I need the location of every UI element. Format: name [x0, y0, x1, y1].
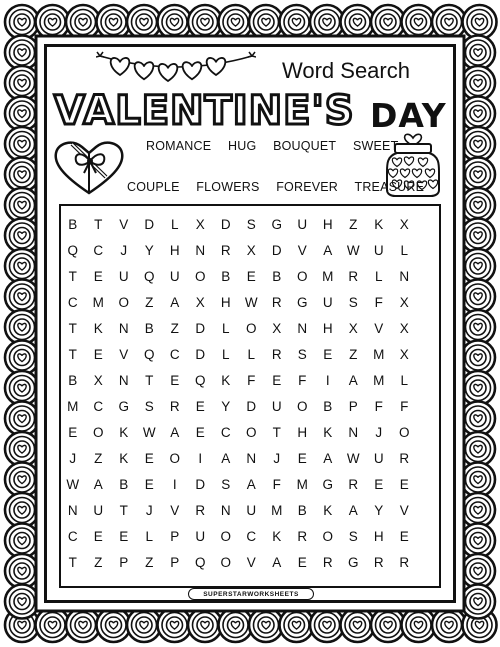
grid-letter[interactable]: E — [144, 451, 154, 466]
grid-letter[interactable]: A — [323, 243, 333, 258]
grid-letter[interactable]: L — [145, 529, 153, 544]
grid-letter[interactable]: R — [271, 347, 282, 362]
grid-letter[interactable]: Z — [349, 347, 358, 362]
grid-letter[interactable]: G — [322, 477, 333, 492]
grid-letter[interactable]: E — [195, 425, 205, 440]
grid-letter[interactable]: O — [194, 269, 206, 284]
grid-letter[interactable]: J — [145, 503, 153, 518]
grid-letter[interactable]: Z — [145, 295, 154, 310]
grid-letter[interactable]: D — [195, 477, 206, 492]
grid-letter[interactable]: G — [347, 555, 359, 570]
grid-letter[interactable]: W — [346, 451, 360, 466]
grid-letter[interactable]: O — [245, 321, 257, 336]
grid-letter[interactable]: R — [399, 451, 410, 466]
grid-letter[interactable]: V — [374, 321, 384, 336]
grid-letter[interactable]: E — [297, 555, 307, 570]
grid-letter[interactable]: B — [221, 269, 231, 284]
grid-letter[interactable]: U — [118, 269, 129, 284]
grid-row — [60, 238, 440, 264]
heart-garland-icon — [96, 48, 256, 88]
grid-letter[interactable]: T — [68, 321, 77, 336]
grid-row — [60, 498, 440, 524]
grid-letter[interactable]: Y — [221, 399, 231, 414]
grid-letter[interactable]: E — [297, 451, 307, 466]
grid-row — [60, 212, 440, 238]
grid-letter[interactable]: A — [323, 451, 333, 466]
grid-letter[interactable]: X — [93, 373, 103, 388]
grid-row — [60, 342, 440, 368]
grid-letter[interactable]: L — [247, 347, 255, 362]
word-item: ROMANCE — [146, 139, 212, 153]
grid-letter[interactable]: A — [93, 477, 103, 492]
grid-letter[interactable]: K — [119, 425, 129, 440]
grid-letter[interactable]: V — [399, 503, 409, 518]
grid-letter[interactable]: T — [119, 503, 128, 518]
grid-letter[interactable]: O — [245, 425, 257, 440]
grid-letter[interactable]: C — [67, 295, 78, 310]
grid-letter[interactable]: E — [93, 269, 103, 284]
grid-letter[interactable]: L — [221, 321, 230, 336]
grid-letter[interactable]: B — [68, 373, 78, 388]
grid-letter[interactable]: G — [271, 217, 282, 232]
grid-letter[interactable]: K — [323, 425, 333, 440]
grid-letter[interactable]: M — [296, 477, 308, 492]
grid-letter[interactable]: Q — [194, 373, 206, 388]
grid-row — [60, 420, 440, 446]
grid-row — [60, 550, 440, 576]
grid-letter[interactable]: H — [169, 243, 180, 258]
grid-letter[interactable]: U — [373, 243, 384, 258]
grid-letter[interactable]: Q — [67, 243, 78, 258]
grid-letter[interactable]: X — [399, 347, 409, 362]
grid-letter[interactable]: X — [348, 321, 358, 336]
grid-letter[interactable]: W — [142, 425, 156, 440]
grid-letter[interactable]: E — [68, 425, 78, 440]
grid-letter[interactable]: R — [399, 555, 410, 570]
grid-letter[interactable]: A — [170, 425, 180, 440]
grid-letter[interactable]: O — [296, 269, 308, 284]
grid-letter[interactable]: Q — [143, 347, 155, 362]
grid-letter[interactable]: O — [118, 295, 129, 310]
grid-letter[interactable]: M — [67, 399, 79, 414]
grid-letter[interactable]: A — [348, 503, 358, 518]
grid-letter[interactable]: H — [373, 529, 384, 544]
grid-letter[interactable]: U — [246, 503, 257, 518]
grid-letter[interactable]: F — [298, 373, 307, 388]
grid-letter[interactable]: O — [92, 425, 104, 440]
grid-letter[interactable]: G — [118, 399, 129, 414]
grid-letter[interactable]: C — [246, 529, 257, 544]
grid-letter[interactable]: N — [118, 321, 129, 336]
grid-letter[interactable]: F — [272, 477, 281, 492]
grid-letter[interactable]: T — [94, 217, 103, 232]
grid-letter[interactable]: D — [246, 399, 257, 414]
grid-letter[interactable]: V — [119, 347, 129, 362]
word-search-grid — [60, 212, 440, 576]
grid-letter[interactable]: R — [220, 243, 231, 258]
grid-letter[interactable]: N — [348, 425, 359, 440]
grid-letter[interactable]: M — [271, 503, 283, 518]
grid-letter[interactable]: K — [93, 321, 103, 336]
grid-letter[interactable]: E — [374, 477, 384, 492]
grid-letter[interactable]: E — [144, 477, 154, 492]
grid-letter[interactable]: E — [93, 529, 103, 544]
grid-letter[interactable]: A — [170, 295, 180, 310]
grid-letter[interactable]: U — [373, 451, 384, 466]
grid-letter[interactable]: Z — [94, 451, 103, 466]
grid-letter[interactable]: H — [322, 321, 333, 336]
grid-letter[interactable]: S — [246, 217, 256, 232]
grid-letter[interactable]: J — [273, 451, 281, 466]
grid-letter[interactable]: I — [172, 477, 177, 492]
grid-letter[interactable]: Q — [194, 555, 206, 570]
heart-gift-box-icon — [52, 137, 126, 197]
grid-row — [60, 264, 440, 290]
grid-row — [60, 316, 440, 342]
grid-letter[interactable]: U — [322, 295, 333, 310]
grid-letter[interactable]: E — [195, 399, 205, 414]
grid-letter[interactable]: T — [68, 269, 77, 284]
grid-row — [60, 290, 440, 316]
grid-letter[interactable]: V — [297, 243, 307, 258]
grid-letter[interactable]: Y — [144, 243, 154, 258]
grid-letter[interactable]: R — [348, 269, 359, 284]
grid-letter[interactable]: T — [145, 373, 154, 388]
grid-letter[interactable]: R — [348, 477, 359, 492]
grid-letter[interactable]: E — [119, 529, 129, 544]
grid-letter[interactable]: K — [221, 373, 231, 388]
grid-letter[interactable]: G — [296, 295, 308, 310]
grid-letter[interactable]: R — [297, 529, 308, 544]
grid-letter[interactable]: S — [221, 477, 231, 492]
grid-letter[interactable]: I — [198, 451, 203, 466]
grid-letter[interactable]: W — [346, 243, 360, 258]
grid-letter[interactable]: C — [67, 529, 78, 544]
word-item: HUG — [227, 139, 257, 153]
grid-letter[interactable]: D — [195, 347, 206, 362]
grid-letter[interactable]: V — [170, 503, 180, 518]
grid-letter[interactable]: K — [374, 217, 384, 232]
title-day: DAY — [370, 96, 447, 135]
grid-letter[interactable]: O — [322, 529, 333, 544]
grid-letter[interactable]: U — [169, 269, 180, 284]
grid-letter[interactable]: Z — [145, 555, 154, 570]
grid-letter[interactable]: M — [322, 269, 334, 284]
grid-letter[interactable]: E — [399, 529, 409, 544]
grid-letter[interactable]: L — [374, 269, 383, 284]
grid-letter[interactable]: X — [399, 295, 409, 310]
grid-letter[interactable]: E — [323, 347, 333, 362]
grid-letter[interactable]: P — [119, 555, 129, 570]
grid-letter[interactable]: H — [322, 217, 333, 232]
grid-letter[interactable]: X — [246, 243, 256, 258]
grid-letter[interactable]: F — [400, 399, 409, 414]
grid-letter[interactable]: D — [195, 321, 206, 336]
grid-letter[interactable]: K — [323, 503, 333, 518]
grid-letter[interactable]: Y — [374, 503, 384, 518]
grid-letter[interactable]: X — [399, 217, 409, 232]
grid-letter[interactable]: R — [169, 399, 180, 414]
grid-letter[interactable]: E — [272, 373, 282, 388]
grid-letter[interactable]: N — [67, 503, 78, 518]
grid-letter[interactable]: M — [373, 373, 385, 388]
grid-letter[interactable]: O — [220, 529, 231, 544]
grid-letter[interactable]: B — [68, 217, 78, 232]
word-item: FOREVER — [276, 180, 339, 194]
grid-letter[interactable]: L — [170, 217, 179, 232]
grid-letter[interactable]: F — [247, 373, 256, 388]
grid-letter[interactable]: U — [271, 399, 282, 414]
grid-letter[interactable]: U — [93, 503, 104, 518]
grid-letter[interactable]: O — [220, 555, 231, 570]
grid-letter[interactable]: R — [373, 555, 384, 570]
grid-letter[interactable]: O — [169, 451, 180, 466]
grid-letter[interactable]: E — [93, 347, 103, 362]
word-bank-row-2 — [127, 180, 437, 194]
grid-letter[interactable]: X — [272, 321, 282, 336]
page-title — [52, 86, 372, 130]
svg-text:VALENTINE'S: VALENTINE'S — [54, 88, 355, 130]
grid-row — [60, 394, 440, 420]
grid-letter[interactable]: W — [244, 295, 258, 310]
grid-letter[interactable]: X — [195, 295, 205, 310]
grid-letter[interactable]: O — [398, 425, 410, 440]
grid-letter[interactable]: E — [399, 477, 409, 492]
grid-letter[interactable]: R — [195, 503, 206, 518]
grid-letter[interactable]: D — [271, 243, 282, 258]
grid-letter[interactable]: M — [373, 347, 385, 362]
subtitle: Word Search — [282, 58, 410, 83]
grid-letter[interactable]: H — [297, 425, 308, 440]
grid-letter[interactable]: A — [221, 451, 231, 466]
grid-letter[interactable]: S — [348, 295, 358, 310]
grid-row — [60, 446, 440, 472]
word-item: BOUQUET — [273, 139, 337, 153]
grid-letter[interactable]: O — [296, 399, 308, 414]
grid-letter[interactable]: V — [246, 555, 256, 570]
grid-row — [60, 368, 440, 394]
grid-letter[interactable]: T — [68, 555, 77, 570]
grid-letter[interactable]: S — [144, 399, 154, 414]
grid-letter[interactable]: L — [400, 373, 408, 388]
grid-letter[interactable]: N — [297, 321, 308, 336]
grid-letter[interactable]: Z — [94, 555, 103, 570]
grid-letter[interactable]: E — [170, 373, 180, 388]
grid-letter[interactable]: U — [195, 529, 206, 544]
grid-letter[interactable]: X — [195, 217, 205, 232]
grid-letter[interactable]: Z — [170, 321, 179, 336]
grid-letter[interactable]: L — [400, 243, 408, 258]
grid-letter[interactable]: A — [348, 373, 358, 388]
grid-letter[interactable]: C — [93, 243, 104, 258]
word-item: FLOWERS — [196, 180, 260, 194]
grid-letter[interactable]: J — [69, 451, 77, 466]
word-item: COUPLE — [127, 180, 180, 194]
grid-letter[interactable]: P — [348, 399, 358, 414]
grid-letter[interactable]: T — [68, 347, 77, 362]
grid-letter[interactable]: B — [119, 477, 129, 492]
grid-letter[interactable]: J — [375, 425, 383, 440]
grid-letter[interactable]: H — [220, 295, 231, 310]
grid-row — [60, 472, 440, 498]
word-item: SWEET — [352, 139, 399, 153]
grid-letter[interactable]: K — [119, 451, 129, 466]
grid-letter[interactable]: A — [272, 555, 282, 570]
grid-letter[interactable]: C — [93, 399, 104, 414]
grid-letter[interactable]: E — [246, 269, 256, 284]
grid-letter[interactable]: P — [170, 555, 180, 570]
grid-letter[interactable]: K — [272, 529, 282, 544]
grid-letter[interactable]: W — [66, 477, 80, 492]
grid-row — [60, 524, 440, 550]
grid-letter[interactable]: P — [170, 529, 180, 544]
grid-letter[interactable]: C — [220, 425, 231, 440]
grid-letter[interactable]: M — [92, 295, 104, 310]
grid-letter[interactable]: U — [297, 217, 308, 232]
grid-letter[interactable]: S — [348, 529, 358, 544]
grid-letter[interactable]: C — [169, 347, 180, 362]
grid-letter[interactable]: N — [399, 269, 410, 284]
grid-letter[interactable]: I — [325, 373, 330, 388]
grid-letter[interactable]: T — [272, 425, 281, 440]
grid-letter[interactable]: N — [195, 243, 206, 258]
grid-letter[interactable]: F — [374, 399, 383, 414]
grid-letter[interactable]: F — [374, 295, 383, 310]
grid-letter[interactable]: R — [322, 555, 333, 570]
grid-letter[interactable]: A — [246, 477, 256, 492]
word-item: TREASURE — [354, 180, 425, 194]
grid-letter[interactable]: N — [220, 503, 231, 518]
grid-letter[interactable]: Q — [143, 269, 155, 284]
grid-letter[interactable]: V — [119, 217, 129, 232]
grid-letter[interactable]: B — [297, 503, 307, 518]
grid-letter[interactable]: J — [120, 243, 128, 258]
grid-letter[interactable]: D — [220, 217, 231, 232]
grid-letter[interactable]: R — [271, 295, 282, 310]
grid-letter[interactable]: B — [323, 399, 333, 414]
grid-letter[interactable]: Z — [349, 217, 358, 232]
grid-letter[interactable]: D — [144, 217, 155, 232]
grid-letter[interactable]: B — [144, 321, 154, 336]
grid-letter[interactable]: S — [297, 347, 307, 362]
grid-letter[interactable]: X — [399, 321, 409, 336]
watermark: SUPERSTARWORKSHEETS — [188, 588, 314, 600]
word-bank-row-1 — [146, 139, 411, 153]
grid-letter[interactable]: B — [272, 269, 282, 284]
grid-letter[interactable]: N — [118, 373, 129, 388]
grid-letter[interactable]: N — [246, 451, 257, 466]
grid-letter[interactable]: L — [221, 347, 230, 362]
